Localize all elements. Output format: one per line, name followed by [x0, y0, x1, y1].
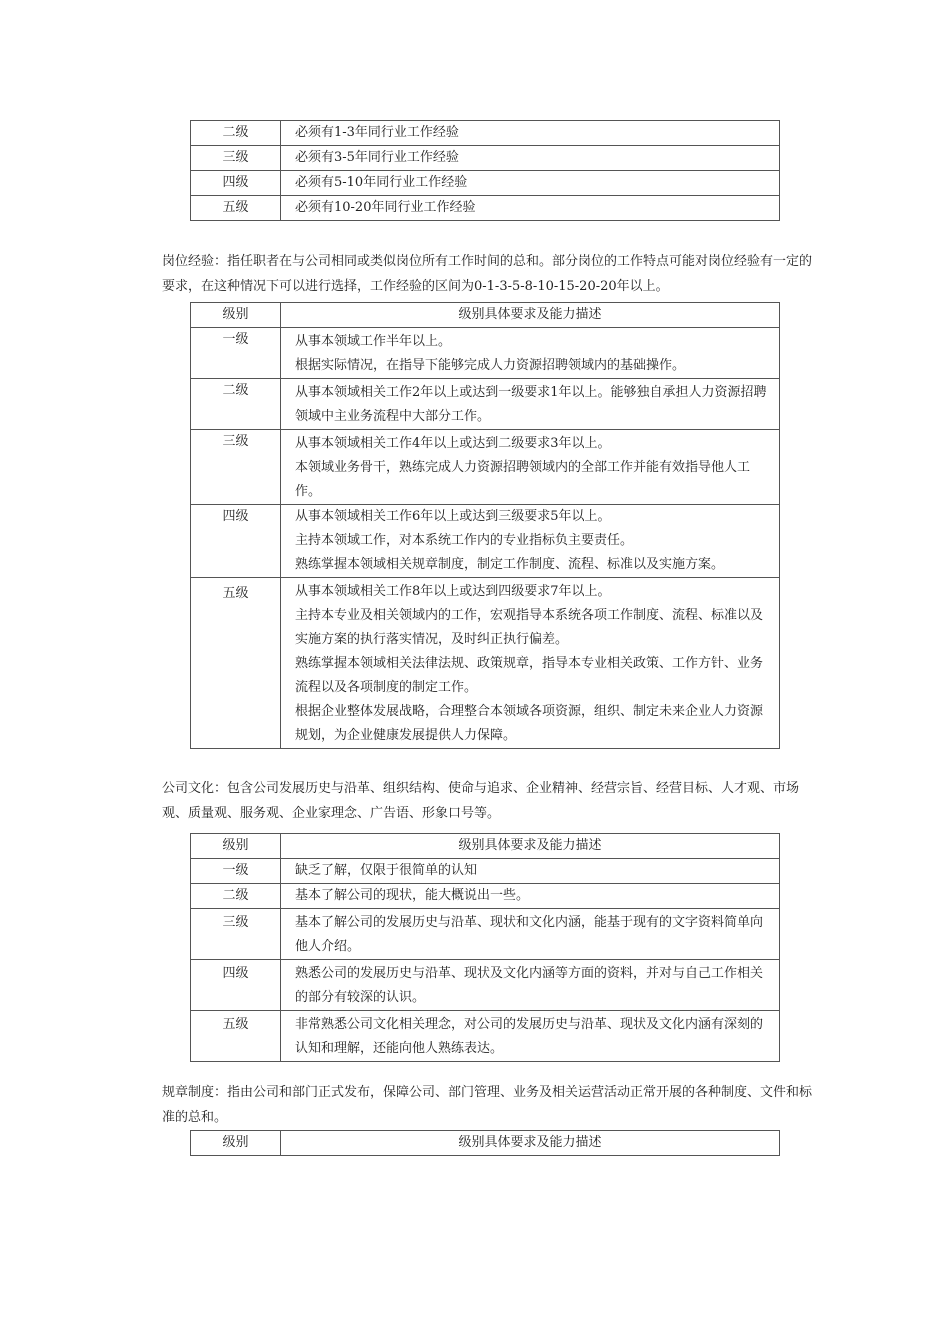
desc-line: 非常熟悉公司文化相关理念，对公司的发展历史与沿革、现状及文化内涵有深刻的认知和理解，还能向他人熟练表达。 [295, 1017, 764, 1056]
header-level-cell: 级别 [191, 303, 281, 328]
level-cell: 二级 [191, 121, 281, 146]
desc-cell [281, 960, 780, 1011]
table-row [191, 121, 780, 146]
post-experience-table [190, 302, 780, 749]
table-header-row [191, 834, 780, 859]
table-row [191, 859, 780, 884]
company-culture-paragraph: 公司文化：包含公司发展历史与沿革、组织结构、使命与追求、企业精神、经营宗旨、经营目标、人才观、市场观、质量观、服务观、企业家理念、广告语、形象口号等。 [162, 781, 800, 821]
desc-line: 熟练掌握本领域相关法律法规、政策规章，指导本专业相关政策、工作方针、业务流程以及各项制度的制定工作。 [295, 656, 764, 695]
level-cell: 二级 [191, 379, 281, 430]
desc-cell [281, 1011, 780, 1062]
desc-line: 基本了解公司的发展历史与沿革、现状和文化内涵，能基于现有的文字资料简单向他人介绍。 [295, 915, 764, 954]
table-row [191, 146, 780, 171]
table-row [191, 171, 780, 196]
level-cell: 三级 [191, 146, 281, 171]
desc-line: 从事本领域相关工作2年以上或达到一级要求1年以上。能够独自承担人力资源招聘领域中主业务流程中大部分工作。 [295, 385, 767, 424]
company-culture-table [190, 833, 780, 1062]
desc-line: 本领域业务骨干，熟练完成人力资源招聘领域内的全部工作并能有效指导他人工作。 [295, 460, 751, 499]
desc-cell: 必须有1-3年同行业工作经验 [281, 121, 780, 146]
table-row [191, 505, 780, 578]
level-cell: 四级 [191, 960, 281, 1011]
table-row [191, 960, 780, 1011]
table-row [191, 379, 780, 430]
level-cell: 五级 [191, 1011, 281, 1062]
desc-cell [281, 578, 780, 749]
rules-paragraph: 规章制度：指由公司和部门正式发布，保障公司、部门管理、业务及相关运营活动正常开展的各种制度、文件和标准的总和。 [162, 1085, 813, 1125]
desc-line: 主持本领域工作，对本系统工作内的专业指标负主要责任。 [295, 533, 634, 548]
rules-table [190, 1130, 780, 1156]
desc-cell [281, 505, 780, 578]
desc-line: 根据企业整体发展战略，合理整合本领域各项资源，组织、制定未来企业人力资源规划，为企业健康发展提供人力保障。 [295, 704, 764, 743]
table-row [191, 430, 780, 505]
table-header-row [191, 1131, 780, 1156]
level-cell: 五级 [191, 578, 281, 749]
desc-line: 从事本领域相关工作8年以上或达到四级要求7年以上。 [295, 584, 611, 599]
table-row [191, 578, 780, 749]
level-cell: 五级 [191, 196, 281, 221]
desc-line: 从事本领域工作半年以上。 [295, 334, 452, 349]
table-row [191, 328, 780, 379]
table-row [191, 884, 780, 909]
desc-cell [281, 379, 780, 430]
desc-line: 从事本领域相关工作6年以上或达到三级要求5年以上。 [295, 509, 611, 524]
desc-cell: 必须有3-5年同行业工作经验 [281, 146, 780, 171]
table-row [191, 909, 780, 960]
desc-line: 从事本领域相关工作4年以上或达到二级要求3年以上。 [295, 436, 611, 451]
desc-line: 主持本专业及相关领域内的工作，宏观指导本系统各项工作制度、流程、标准以及实施方案的执行落实情况，及时纠正执行偏差。 [295, 608, 764, 647]
level-cell: 四级 [191, 171, 281, 196]
desc-cell [281, 909, 780, 960]
desc-cell: 基本了解公司的现状，能大概说出一些。 [281, 884, 780, 909]
level-cell: 三级 [191, 909, 281, 960]
header-desc-cell: 级别具体要求及能力描述 [281, 1131, 780, 1156]
desc-cell [281, 430, 780, 505]
level-cell: 一级 [191, 328, 281, 379]
header-level-cell: 级别 [191, 1131, 281, 1156]
post-experience-paragraph: 岗位经验：指任职者在与公司相同或类似岗位所有工作时间的总和。部分岗位的工作特点可能对岗位经验有一定的要求，在这种情况下可以进行选择，工作经验的区间为0-1-3-5-8-10-15-20-20年以上。 [162, 254, 813, 294]
header-level-cell: 级别 [191, 834, 281, 859]
desc-cell: 必须有10-20年同行业工作经验 [281, 196, 780, 221]
level-cell: 四级 [191, 505, 281, 578]
table-header-row [191, 303, 780, 328]
industry-experience-table [190, 120, 780, 221]
desc-cell [281, 328, 780, 379]
desc-line: 根据实际情况，在指导下能够完成人力资源招聘领域内的基础操作。 [295, 358, 686, 373]
header-desc-cell: 级别具体要求及能力描述 [281, 834, 780, 859]
header-desc-cell: 级别具体要求及能力描述 [281, 303, 780, 328]
level-cell: 二级 [191, 884, 281, 909]
table-row [191, 196, 780, 221]
desc-cell: 缺乏了解，仅限于很简单的认知 [281, 859, 780, 884]
desc-line: 熟练掌握本领域相关规章制度，制定工作制度、流程、标准以及实施方案。 [295, 557, 725, 572]
level-cell: 三级 [191, 430, 281, 505]
desc-cell: 必须有5-10年同行业工作经验 [281, 171, 780, 196]
desc-line: 熟悉公司的发展历史与沿革、现状及文化内涵等方面的资料，并对与自己工作相关的部分有较深的认识。 [295, 966, 764, 1005]
level-cell: 一级 [191, 859, 281, 884]
table-row [191, 1011, 780, 1062]
